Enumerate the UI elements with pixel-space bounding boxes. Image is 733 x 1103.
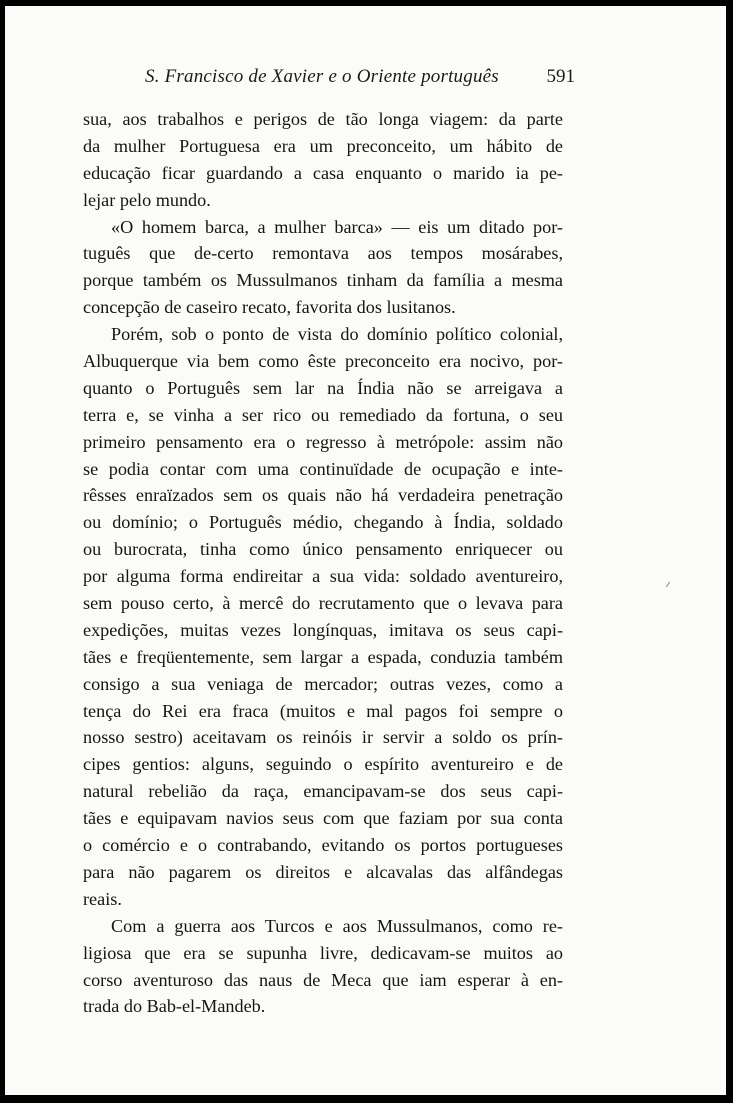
- text-line: sua, aos trabalhos e perigos de tão longa viagem: da parte: [83, 109, 563, 129]
- text-line: Porém, sob o ponto de vista do domínio político colonial,: [111, 324, 563, 345]
- text-line: rêsses enraïzados sem os quais não há verdadeira penetração: [83, 485, 563, 506]
- body-text: [83, 106, 563, 1020]
- text-line: tães e freqüentemente, sem largar a espada, conduzia também: [83, 646, 563, 667]
- text-line: primeiro pensamento era o regresso à metrópole: assim não: [83, 431, 563, 452]
- book-page: [5, 6, 726, 1095]
- text-line: educação ficar guardando a casa enquanto o marido ia pe-: [83, 162, 563, 183]
- text-line: ou burocrata, tinha como único pensamento enriquecer ou: [83, 539, 563, 560]
- text-line: quanto o Português sem lar na Índia não se arreigava a: [83, 377, 563, 398]
- text-line: lejar pelo mundo.: [83, 189, 211, 210]
- text-line: tença do Rei era fraca (muitos e mal pagos foi sempre o: [83, 700, 563, 721]
- text-line: terra e, se vinha a ser rico ou remediado da fortuna, o seu: [83, 404, 563, 425]
- text-line: sem pouso certo, à mercê do recrutamento que o levava para: [83, 593, 563, 614]
- text-line: expedições, muitas vezes longínquas, imitava os seus capi-: [83, 619, 563, 640]
- text-line: Com a guerra aos Turcos e aos Mussulmanos, como re-: [111, 915, 563, 936]
- print-speck: [666, 582, 670, 587]
- text-line: se podia contar com uma continuïdade de ocupação e inte-: [83, 458, 563, 479]
- text-line: ou domínio; o Português médio, chegando à Índia, soldado: [83, 512, 563, 533]
- running-header: [145, 66, 575, 96]
- text-line: corso aventuroso das naus de Meca que iam esperar à en-: [83, 969, 563, 990]
- text-line: da mulher Portuguesa era um preconceito, um hábito de: [83, 135, 563, 156]
- text-line: trada do Bab-el-Mandeb.: [83, 996, 266, 1017]
- paragraph-3: [83, 321, 563, 913]
- paragraph-4: [83, 913, 563, 1021]
- text-line: nosso sestro) aceitavam os reinóis ir servir a soldo os prín-: [83, 727, 563, 748]
- text-line: porque também os Mussulmanos tinham da família a mesma: [83, 270, 563, 291]
- text-line: para não pagarem os direitos e alcavalas das alfândegas: [83, 861, 563, 882]
- text-line: cipes gentios: alguns, seguindo o espírito aventureiro e de: [83, 754, 563, 775]
- paragraph-1: [83, 106, 563, 214]
- text-line: concepção de caseiro recato, favorita dos lusitanos.: [83, 297, 456, 318]
- text-line: «O homem barca, a mulher barca» — eis um ditado por-: [111, 216, 563, 237]
- text-line: tães e equipavam navios seus com que faziam por sua conta: [83, 808, 563, 829]
- paragraph-2: [83, 214, 563, 322]
- text-line: o comércio e o contrabando, evitando os portos portugueses: [83, 835, 563, 856]
- text-line: Albuquerque via bem como êste preconceito era nocivo, por-: [83, 351, 563, 372]
- text-line: natural rebelião da raça, emancipavam-se dos seus capi-: [83, 781, 563, 802]
- text-line: tuguês que de-certo remontava aos tempos mosárabes,: [83, 243, 563, 264]
- running-title: S. Francisco de Xavier e o Oriente português: [145, 66, 499, 87]
- text-line: reais.: [83, 888, 122, 909]
- text-line: ligiosa que era se supunha livre, dedicavam-se muitos ao: [83, 942, 563, 963]
- text-line: por alguma forma endireitar a sua vida: soldado aventureiro,: [83, 566, 563, 587]
- text-line: consigo a sua veniaga de mercador; outras vezes, como a: [83, 673, 563, 694]
- page-number: 591: [546, 66, 575, 87]
